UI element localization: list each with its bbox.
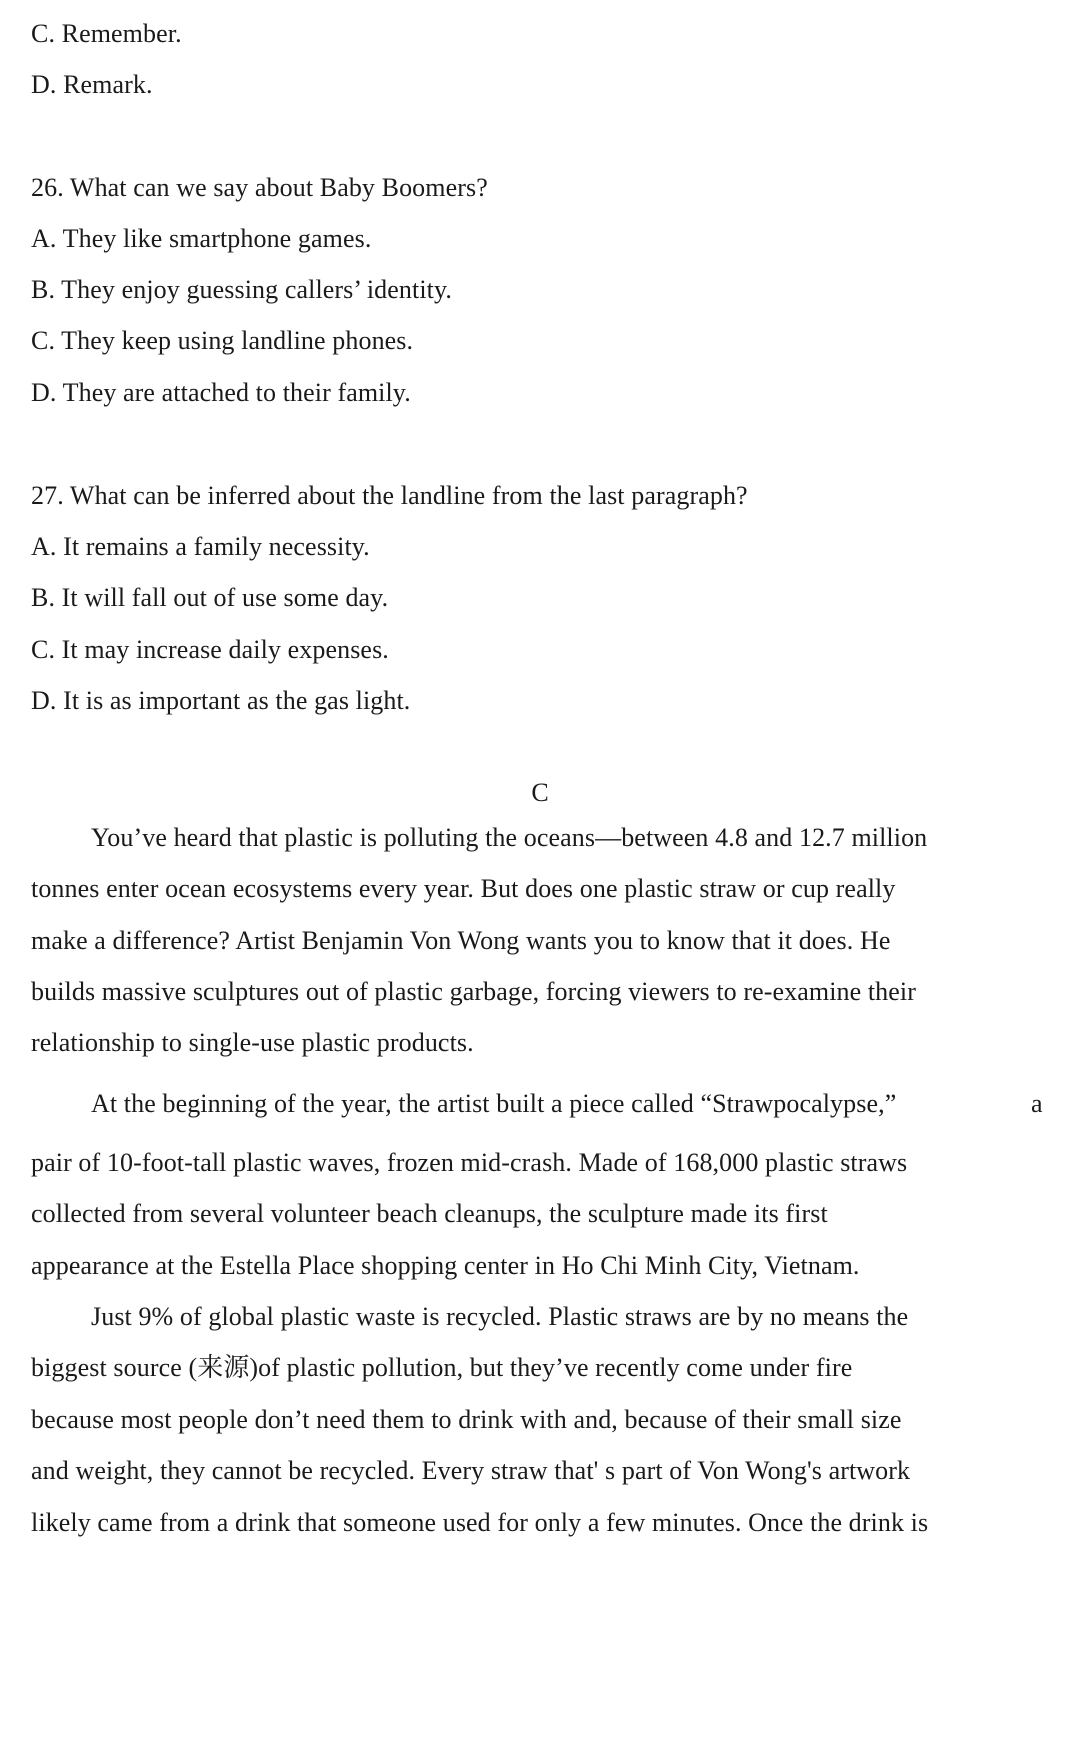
q26-option-c: C. They keep using landline phones. [31,326,414,355]
passage-line: because most people don’t need them to drink with and, because of their small size [31,1405,902,1434]
q27-question: 27. What can be inferred about the landline from the last paragraph? [31,481,748,510]
passage-line: biggest source (来源)of plastic pollution, but they’ve recently come under fire [31,1353,853,1382]
passage-line: and weight, they cannot be recycled. Every straw that' s part of Von Wong's artwork [31,1456,911,1485]
passage-line: builds massive sculptures out of plastic garbage, forcing viewers to re-examine their [31,977,917,1006]
q26-question: 26. What can we say about Baby Boomers? [31,173,488,202]
passage-section-letter: C [531,778,549,807]
q26-option-d: D. They are attached to their family. [31,378,411,407]
q27-option-c: C. It may increase daily expenses. [31,635,389,664]
q26-option-a: A. They like smartphone games. [31,224,372,253]
q26-option-b: B. They enjoy guessing callers’ identity. [31,275,452,304]
passage-line: pair of 10-foot-tall plastic waves, frozen mid-crash. Made of 168,000 plastic straws [31,1148,908,1177]
q27-option-b: B. It will fall out of use some day. [31,583,389,612]
passage-line: tonnes enter ocean ecosystems every year. But does one plastic straw or cup really [31,874,896,903]
q27-option-d: D. It is as important as the gas light. [31,686,411,715]
q27-option-a: A. It remains a family necessity. [31,532,370,561]
passage-line: collected from several volunteer beach cleanups, the sculpture made its first [31,1199,828,1228]
passage-line: relationship to single-use plastic products. [31,1028,474,1057]
passage-line: At the beginning of the year, the artist built a piece called “Strawpocalypse,” [91,1089,897,1118]
q25-option-d: D. Remark. [31,70,153,99]
passage-line: appearance at the Estella Place shopping center in Ho Chi Minh City, Vietnam. [31,1251,860,1280]
passage-line: likely came from a drink that someone used for only a few minutes. Once the drink is [31,1508,929,1537]
passage-line-end-word: a [1031,1089,1043,1118]
passage-line: You’ve heard that plastic is polluting the oceans—between 4.8 and 12.7 million [91,823,928,852]
passage-line: Just 9% of global plastic waste is recycled. Plastic straws are by no means the [91,1302,909,1331]
q25-option-c: C. Remember. [31,19,182,48]
passage-line: make a difference? Artist Benjamin Von Wong wants you to know that it does. He [31,926,891,955]
